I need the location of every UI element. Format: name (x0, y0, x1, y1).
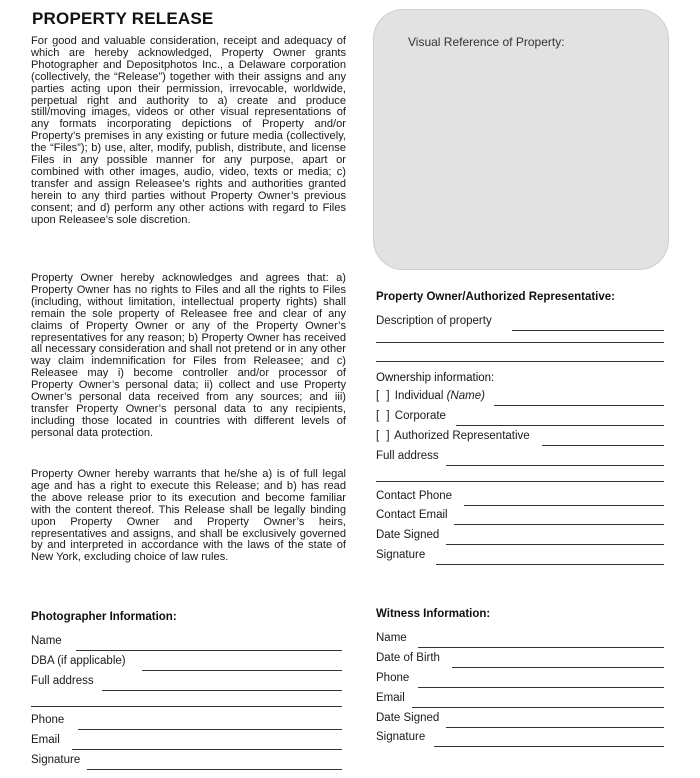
authorized-option (376, 430, 530, 442)
description-line-3[interactable] (376, 361, 664, 362)
witness-signature-line[interactable] (434, 746, 664, 747)
witness-name-label: Name (376, 632, 407, 644)
corporate-checkbox[interactable]: [ ] (376, 410, 392, 422)
photographer-signature-line[interactable] (87, 769, 342, 770)
photographer-phone-field[interactable] (31, 714, 342, 730)
dba-field[interactable] (31, 655, 342, 671)
ownership-info-label: Ownership information: (376, 372, 495, 384)
authorized-checkbox[interactable]: [ ] (376, 430, 392, 442)
witness-dob-field[interactable] (376, 652, 664, 668)
witness-phone-field[interactable] (376, 672, 664, 688)
dba-label: DBA (if applicable) (31, 655, 126, 667)
acknowledgement-paragraph: Property Owner hereby acknowledges and agrees that: a) Property Owner has no rights to Files and all the rights to Files (including, without limitation, intellectual property rights) shall remain the sole property of Releasee free and clear of any claims of Property Owner or any of the Property Owner’s representatives for any reason; b) Property Owner has received all necessary consideration and shall not pretend or in any other way claim indemnification for Files from Releasee; and c) Releasee may i) become controller and/or processor of Property Owner’s personal data; ii) collect and use Property Owner’s personal data received from any sources; and iii) transfer Property Owner’s personal data to any recipients, including those located in countries with different levels of personal data protection. (31, 272, 346, 439)
owner-address-line-2[interactable] (376, 481, 664, 482)
witness-email-label: Email (376, 692, 405, 704)
photographer-address-line[interactable] (102, 690, 342, 691)
corporate-label: Corporate (394, 410, 446, 422)
witness-name-field[interactable] (376, 632, 664, 648)
individual-name-line[interactable] (494, 405, 664, 406)
warranty-paragraph: Property Owner hereby warrants that he/she a) is of full legal age and has a right to execute this Release; and b) has read the above release prior to its execution and become familiar with the content thereof. This Release shall be legally binding upon Property Owner and Property Owner’s heirs, representatives and assigns, and shall be exclusively governed by and interpreted in accordance with the laws of the state of New York, excluding choice of law rules. (31, 468, 346, 564)
corporate-option (376, 410, 446, 422)
owner-address-field[interactable] (376, 450, 664, 466)
individual-option (376, 390, 485, 402)
photographer-section-heading: Photographer Information: (31, 611, 177, 623)
owner-date-signed-line[interactable] (446, 544, 664, 545)
owner-address-label: Full address (376, 450, 439, 462)
photographer-address-field[interactable] (31, 675, 342, 691)
photographer-name-line[interactable] (76, 650, 342, 651)
authorized-label: Authorized Representative (394, 430, 530, 442)
document-title: PROPERTY RELEASE (32, 9, 214, 28)
individual-checkbox[interactable]: [ ] (376, 390, 392, 402)
witness-date-signed-field[interactable] (376, 712, 664, 728)
corporate-field[interactable] (376, 410, 664, 426)
photographer-address-label: Full address (31, 675, 94, 687)
witness-email-line[interactable] (412, 707, 664, 708)
photographer-email-label: Email (31, 734, 60, 746)
witness-name-line[interactable] (418, 647, 664, 648)
witness-section-heading: Witness Information: (376, 608, 491, 620)
authorized-field[interactable] (376, 430, 664, 446)
contact-email-field[interactable] (376, 509, 664, 525)
corporate-line[interactable] (456, 425, 664, 426)
owner-signature-line[interactable] (436, 564, 664, 565)
individual-field[interactable] (376, 390, 664, 406)
witness-phone-line[interactable] (418, 687, 664, 688)
description-line[interactable] (512, 330, 664, 331)
witness-signature-field[interactable] (376, 731, 664, 747)
owner-date-signed-field[interactable] (376, 529, 664, 545)
witness-email-field[interactable] (376, 692, 664, 708)
photographer-signature-label: Signature (31, 754, 81, 766)
witness-phone-label: Phone (376, 672, 410, 684)
witness-date-signed-line[interactable] (446, 727, 664, 728)
contact-phone-label: Contact Phone (376, 490, 453, 502)
grant-paragraph: For good and valuable consideration, receipt and adequacy of which are hereby acknowledged, Property Owner grants Photographer and Depositphotos Inc., a Delaware corporation (collectively, the “Release”) together with their assigns and any parties acting upon their permission, irrevocable, worldwide, perpetual right and authority to a) create and produce still/moving images, videos or other visual representations of any formats incorporating depictions of Property and/or Property’s premises in any existing or future media (collectively, the “Files”); b) use, alter, modify, publish, distribute, and license Files in any possible manner for any purpose, apart or combined with other images, audio, video, texts or media; c) transfer and assign Releasee’s rights and authorities granted herein to any third parties without Property Owner’s previous consent; and d) perform any other actions with regard to Files upon Releasee’s sole discretion. (31, 35, 346, 226)
visual-reference-label: Visual Reference of Property: (408, 35, 565, 49)
photographer-signature-field[interactable] (31, 754, 342, 770)
contact-phone-line[interactable] (464, 505, 664, 506)
individual-hint: (Name) (446, 390, 485, 402)
owner-section-heading: Property Owner/Authorized Representative: (376, 291, 615, 303)
owner-signature-label: Signature (376, 549, 426, 561)
witness-dob-label: Date of Birth (376, 652, 440, 664)
owner-date-signed-label: Date Signed (376, 529, 440, 541)
photographer-name-field[interactable] (31, 635, 342, 651)
photographer-address-line-2[interactable] (31, 706, 342, 707)
witness-signature-label: Signature (376, 731, 426, 743)
contact-email-line[interactable] (454, 524, 664, 525)
photographer-email-line[interactable] (72, 749, 342, 750)
witness-dob-line[interactable] (452, 667, 664, 668)
description-field[interactable] (376, 315, 664, 331)
description-label: Description of property (376, 315, 492, 327)
photographer-email-field[interactable] (31, 734, 342, 750)
witness-date-signed-label: Date Signed (376, 712, 440, 724)
photographer-phone-label: Phone (31, 714, 65, 726)
description-line-2[interactable] (376, 342, 664, 343)
dba-line[interactable] (142, 670, 342, 671)
owner-address-line[interactable] (446, 465, 664, 466)
individual-label: Individual (394, 390, 444, 402)
visual-reference-box[interactable] (373, 9, 669, 270)
authorized-line[interactable] (542, 445, 664, 446)
contact-email-label: Contact Email (376, 509, 448, 521)
contact-phone-field[interactable] (376, 490, 664, 506)
photographer-phone-line[interactable] (78, 729, 342, 730)
owner-signature-field[interactable] (376, 549, 664, 565)
photographer-name-label: Name (31, 635, 62, 647)
